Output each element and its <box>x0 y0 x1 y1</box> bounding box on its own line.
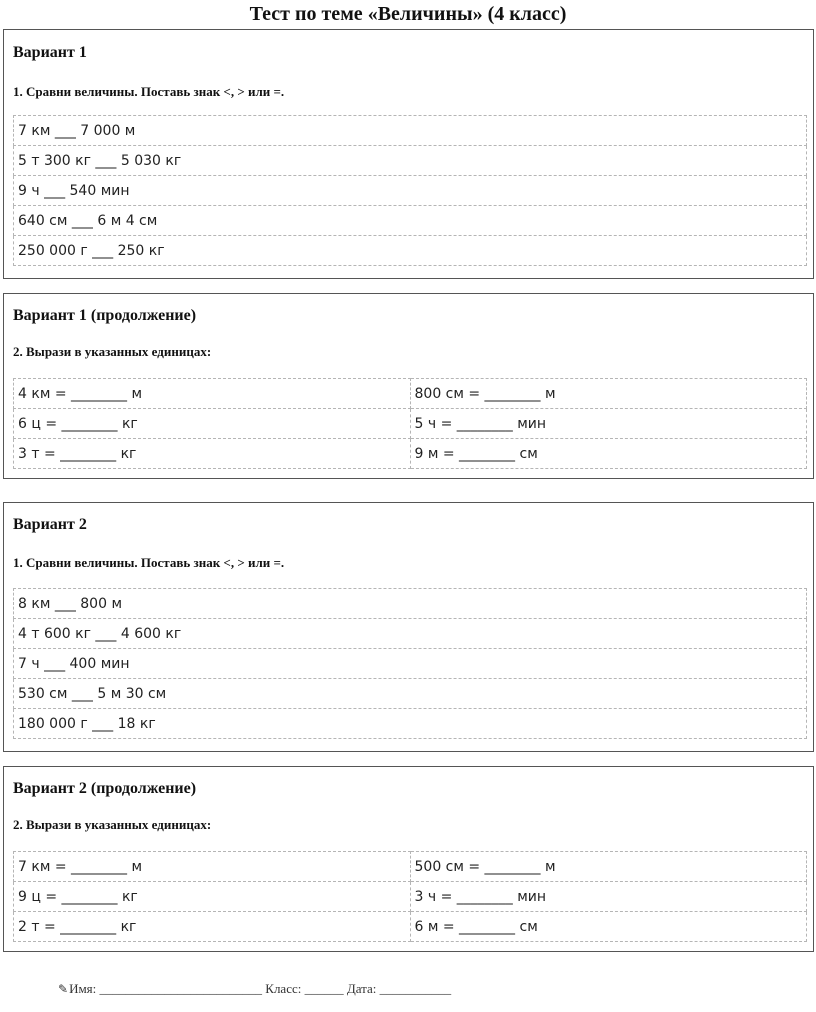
table-row <box>14 912 807 942</box>
table-row <box>14 176 807 206</box>
table-cell[interactable]: 6 ц = ________ кг <box>14 409 411 439</box>
table-row <box>14 236 807 266</box>
task-instruction: 1. Сравни величины. Поставь знак <, > или =. <box>13 84 285 99</box>
table-row <box>14 679 807 709</box>
table-cell[interactable]: 4 т 600 кг ___ 4 600 кг <box>14 619 807 649</box>
table-cell[interactable]: 7 км = ________ м <box>14 852 411 882</box>
variant-1-continued-box <box>3 293 814 479</box>
section-heading: Вариант 1 <box>13 44 87 61</box>
section-heading: Вариант 1 (продолжение) <box>13 307 197 324</box>
table-row <box>14 852 807 882</box>
variant-2-box <box>3 502 814 752</box>
section-heading: Вариант 2 (продолжение) <box>13 780 197 797</box>
table-cell[interactable]: 9 ч ___ 540 мин <box>14 176 807 206</box>
convert-table <box>13 378 807 469</box>
table-row <box>14 409 807 439</box>
table-cell[interactable]: 5 ч = ________ мин <box>410 409 807 439</box>
task-instruction: 1. Сравни величины. Поставь знак <, > или =. <box>13 555 285 570</box>
table-cell[interactable]: 3 т = ________ кг <box>14 439 411 469</box>
footer-signature-line <box>58 981 451 997</box>
table-cell[interactable]: 2 т = ________ кг <box>14 912 411 942</box>
task-instruction: 2. Вырази в указанных единицах: <box>13 817 212 832</box>
page-title: Тест по теме «Величины» (4 класс) <box>249 3 567 25</box>
table-cell[interactable]: 5 т 300 кг ___ 5 030 кг <box>14 146 807 176</box>
table-row <box>14 116 807 146</box>
footer-text: Имя: _________________________ Класс: ______ Дата: ___________ <box>69 981 452 996</box>
table-cell[interactable]: 250 000 г ___ 250 кг <box>14 236 807 266</box>
table-cell[interactable]: 640 см ___ 6 м 4 см <box>14 206 807 236</box>
table-cell[interactable]: 7 км ___ 7 000 м <box>14 116 807 146</box>
table-cell[interactable]: 7 ч ___ 400 мин <box>14 649 807 679</box>
section-heading: Вариант 2 <box>13 516 87 533</box>
table-cell[interactable]: 500 см = ________ м <box>410 852 807 882</box>
table-row <box>14 439 807 469</box>
table-cell[interactable]: 9 ц = ________ кг <box>14 882 411 912</box>
table-cell[interactable]: 180 000 г ___ 18 кг <box>14 709 807 739</box>
table-row <box>14 379 807 409</box>
table-cell[interactable]: 9 м = ________ см <box>410 439 807 469</box>
table-cell[interactable]: 3 ч = ________ мин <box>410 882 807 912</box>
table-row <box>14 589 807 619</box>
compare-table <box>13 588 807 739</box>
variant-2-continued-box <box>3 766 814 952</box>
pencil-icon: ✎ <box>58 982 69 996</box>
table-cell[interactable]: 8 км ___ 800 м <box>14 589 807 619</box>
table-row <box>14 709 807 739</box>
table-row <box>14 206 807 236</box>
table-row <box>14 146 807 176</box>
table-row <box>14 619 807 649</box>
variant-1-box <box>3 29 814 279</box>
table-row <box>14 882 807 912</box>
table-cell[interactable]: 530 см ___ 5 м 30 см <box>14 679 807 709</box>
table-row <box>14 649 807 679</box>
convert-table <box>13 851 807 942</box>
table-cell[interactable]: 4 км = ________ м <box>14 379 411 409</box>
task-instruction: 2. Вырази в указанных единицах: <box>13 344 212 359</box>
table-cell[interactable]: 800 см = ________ м <box>410 379 807 409</box>
table-cell[interactable]: 6 м = ________ см <box>410 912 807 942</box>
compare-table <box>13 115 807 266</box>
